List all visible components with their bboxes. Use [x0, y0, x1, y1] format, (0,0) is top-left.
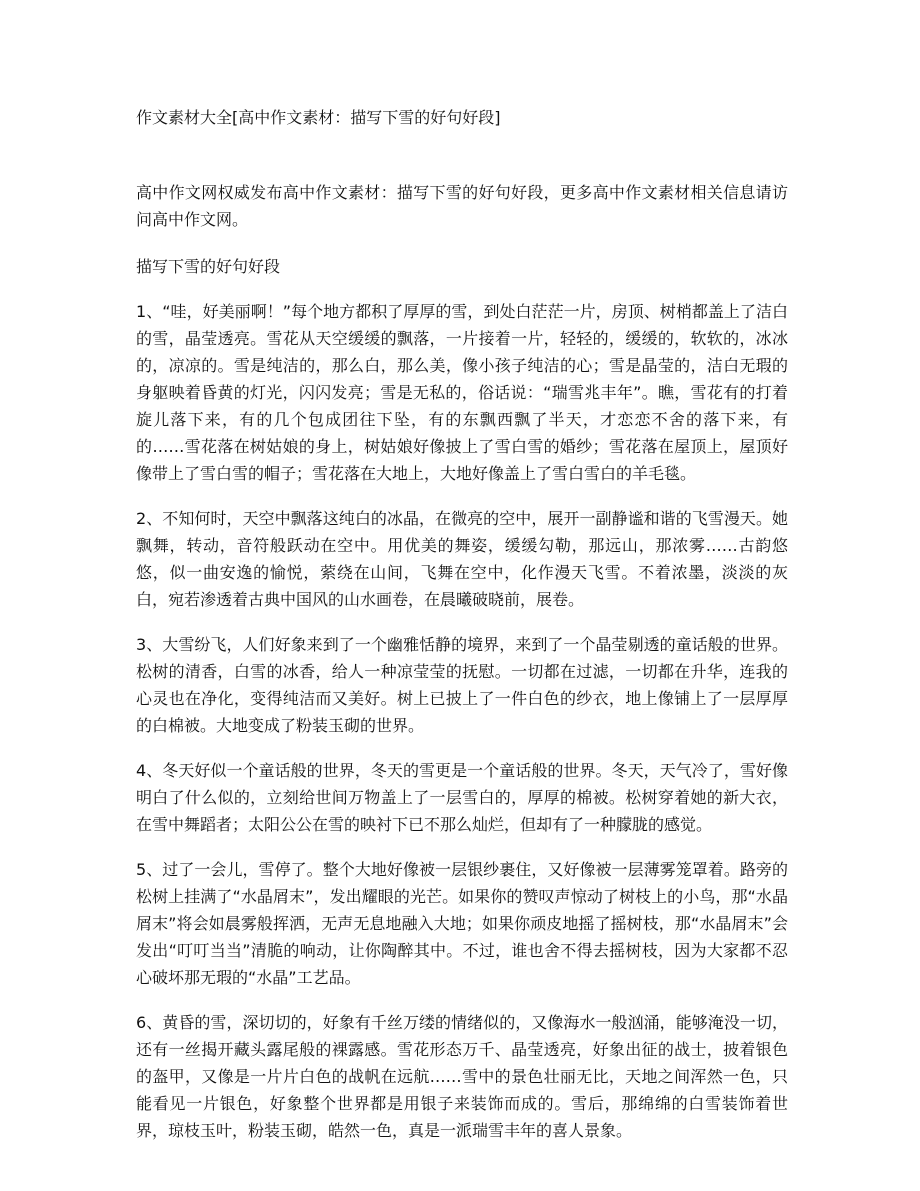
paragraph-1: 1、“哇，好美丽啊！”每个地方都积了厚厚的雪，到处白茫茫一片，房顶、树梢都盖上了洁白的雪，晶莹透亮。雪花从天空缓缓的飘落，一片接着一片，轻轻的，缓缓的，软软的，冰冰的，凉凉的。雪是纯洁的，那么白，那么美，像小孩子纯洁的心；雪是晶莹的，洁白无瑕的身躯映着昏黄的灯光，闪闪发亮；雪是无私的，俗话说：“瑞雪兆丰年”。瞧，雪花有的打着旋儿落下来，有的几个包成团往下坠，有的东飘西飘了半天，才恋恋不舍的落下来，有的……雪花落在树姑娘的身上，树姑娘好像披上了雪白雪的婚纱；雪花落在屋顶上，屋顶好像带上了雪白雪的帽子；雪花落在大地上，大地好像盖上了雪白雪白的羊毛毯。	[136, 302, 788, 483]
document-title: 作文素材大全[高中作文素材：描写下雪的好句好段]	[136, 108, 501, 127]
intro-paragraph: 高中作文网权威发布高中作文素材：描写下雪的好句好段，更多高中作文素材相关信息请访问高中作文网。	[136, 183, 788, 229]
paragraph-4: 4、冬天好似一个童话般的世界，冬天的雪更是一个童话般的世界。冬天，天气冷了，雪好像明白了什么似的，立刻给世间万物盖上了一层雪白的，厚厚的棉被。松树穿着她的新大衣，在雪中舞蹈者；太阳公公在雪的映衬下已不那么灿烂，但却有了一种朦胧的感觉。	[136, 761, 788, 834]
document-body	[136, 179, 788, 1162]
paragraph-5: 5、过了一会儿，雪停了。整个大地好像被一层银纱裹住，又好像被一层薄雾笼罩着。路旁的松树上挂满了“水晶屑末”，发出耀眼的光芒。如果你的赞叹声惊动了树枝上的小鸟，那“水晶屑末”将会如晨雾般挥洒，无声无息地融入大地；如果你顽皮地摇了摇树枝，那“水晶屑末”会发出“叮叮当当”清脆的响动，让你陶醉其中。不过，谁也舍不得去摇树枝，因为大家都不忍心破坏那无瑕的“水晶”工艺品。	[136, 860, 788, 987]
paragraph-2: 2、不知何时，天空中飘落这纯白的冰晶，在微亮的空中，展开一副静谧和谐的飞雪漫天。她飘舞，转动，音符般跃动在空中。用优美的舞姿，缓缓勾勒，那远山，那浓雾……古韵悠悠，似一曲安逸的愉悦，萦绕在山间，飞舞在空中，化作漫天飞雪。不着浓墨，淡淡的灰白，宛若渗透着古典中国风的山水画卷，在晨曦破晓前，展卷。	[136, 509, 788, 609]
paragraph-6: 6、黄昏的雪，深切切的，好象有千丝万缕的情绪似的，又像海水一般汹涌，能够淹没一切，还有一丝揭开藏头露尾般的裸露感。雪花形态万千、晶莹透亮，好象出征的战士，披着银色的盔甲，又像是一片片白色的战帆在远航……雪中的景色壮丽无比，天地之间浑然一色，只能看见一片银色，好象整个世界都是用银子来装饰而成的。雪后，那绵绵的白雪装饰着世界，琼枝玉叶，粉装玉砌，皓然一色，真是一派瑞雪丰年的喜人景象。	[136, 1013, 788, 1140]
section-heading: 描写下雪的好句好段	[136, 257, 281, 276]
paragraph-3: 3、大雪纷飞，人们好象来到了一个幽雅恬静的境界，来到了一个晶莹剔透的童话般的世界。松树的清香，白雪的冰香，给人一种凉莹莹的抚慰。一切都在过滤，一切都在升华，连我的心灵也在净化，变得纯洁而又美好。树上已披上了一件白色的纱衣，地上像铺上了一层厚厚的白棉被。大地变成了粉装玉砌的世界。	[136, 635, 788, 735]
